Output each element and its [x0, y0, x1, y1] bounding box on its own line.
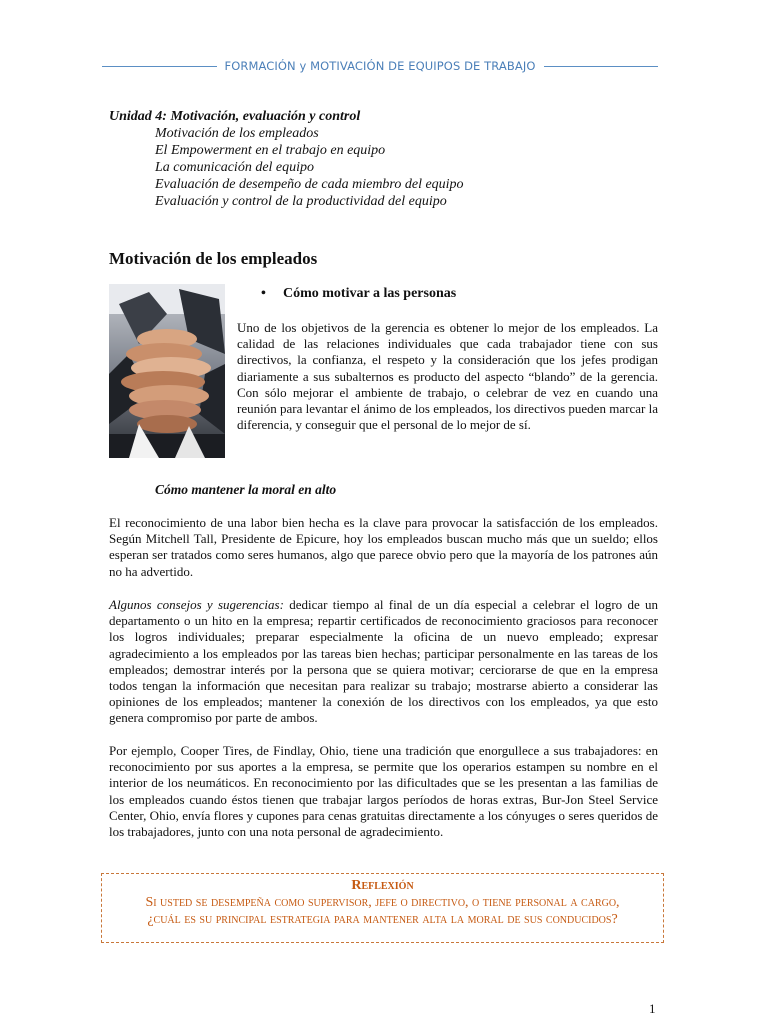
tips-body: dedicar tiempo al final de un día especial a celebrar el logro de un departamento o un hito en la empresa; repartir certificados de reconocimiento graciosos para reconocer los logros individuales; preparar especialmente la oficina de un nuevo empleado; expresar agradecimiento a los empleados por las tareas bien hechas; participar personalmente en las tareas de los empleados; demostrar interés por la persona que se quiera motivar; cerciorarse de que en la empresa todos tengan la información que necesitan para realizar su trabajo; mostrarse abierto a considerar las opiniones de los empleados; mantener la conexión de los directivos con los empleados, ya que esto genera compromiso por parte de ambos.	[109, 597, 658, 726]
page-number: 1	[649, 1001, 656, 1016]
page-header	[102, 56, 658, 76]
subheading-moral: Cómo mantener la moral en alto	[155, 482, 337, 497]
reflexion-question-line: Si usted se desempeña como supervisor, jefe o directivo, o tiene personal a cargo,	[145, 895, 620, 910]
bullet-glyph: •	[261, 286, 266, 301]
paragraph-recognition: El reconocimiento de una labor bien hecha es la clave para provocar la satisfacción de los empleados. Según Mitchell Tall, Presidente de Epicure, hoy los empleados buscan mucho más que un sueldo; ellos esperan ser tratados como seres humanos, algo que parece obvio pero que la mayoría de los patrones aún no ha advertido.	[109, 515, 658, 579]
tips-lead: Algunos consejos y sugerencias:	[109, 597, 284, 612]
unit-item: El Empowerment en el trabajo en equipo	[155, 143, 386, 158]
unit-item: Evaluación de desempeño de cada miembro del equipo	[155, 177, 464, 192]
header-rule-right	[544, 66, 659, 67]
bullet-heading-text: Cómo motivar a las personas	[283, 286, 457, 301]
unit-item: Motivación de los empleados	[155, 126, 319, 141]
header-rule-left	[102, 66, 217, 67]
unit-title: Unidad 4: Motivación, evaluación y control	[109, 109, 361, 124]
reflexion-title: Reflexión	[351, 878, 414, 893]
header-title: FORMACIÓN y MOTIVACIÓN DE EQUIPOS DE TRABAJO	[224, 59, 536, 73]
reflexion-box	[101, 873, 664, 943]
paragraph-example: Por ejemplo, Cooper Tires, de Findlay, Ohio, tiene una tradición que enorgullece a sus trabajadores: en reconocimiento por sus aportes a la empresa, se permite que los operarios estampen su nombre en el interior de los neumáticos. En reconocimiento por las dificultades que se les presentan a las familias de los empleados cuando éstos tienen que trabajar largos períodos de horas extras, Bur-Jon Steel Service Center, Ohio, envía flores y cupones para cenas gratuitas directamente a los cónyuges o seres queridos de los trabajadores, junto con una nota personal de agradecimiento.	[109, 743, 658, 840]
stacked-hands-illustration	[109, 284, 225, 458]
stacked-hands-photo	[109, 284, 225, 458]
unit-item: La comunicación del equipo	[155, 160, 315, 175]
bullet-heading	[261, 286, 456, 302]
reflexion-question-line: ¿cuál es su principal estrategia para mantener alta la moral de sus conducidos?	[147, 912, 618, 927]
unit-item: Evaluación y control de la productividad del equipo	[155, 194, 447, 209]
paragraph-objectives: Uno de los objetivos de la gerencia es obtener lo mejor de los empleados. La calidad de las relaciones individuales que cada trabajador tiene con sus directivos, la confianza, el respeto y la consideración que los jefes prodigan diariamente a sus subalternos es producto del aspecto “blando” de la gerencia. Con sólo mejorar el ambiente de trabajo, o celebrar de vez en cuando una reunión para levantar el ánimo de los empleados, los directivos pueden marcar la diferencia, y conseguir que el personal de lo mejor de sí.	[237, 320, 658, 433]
unit-outline	[109, 108, 669, 210]
section-title: Motivación de los empleados	[109, 249, 318, 268]
paragraph-tips	[109, 597, 658, 727]
